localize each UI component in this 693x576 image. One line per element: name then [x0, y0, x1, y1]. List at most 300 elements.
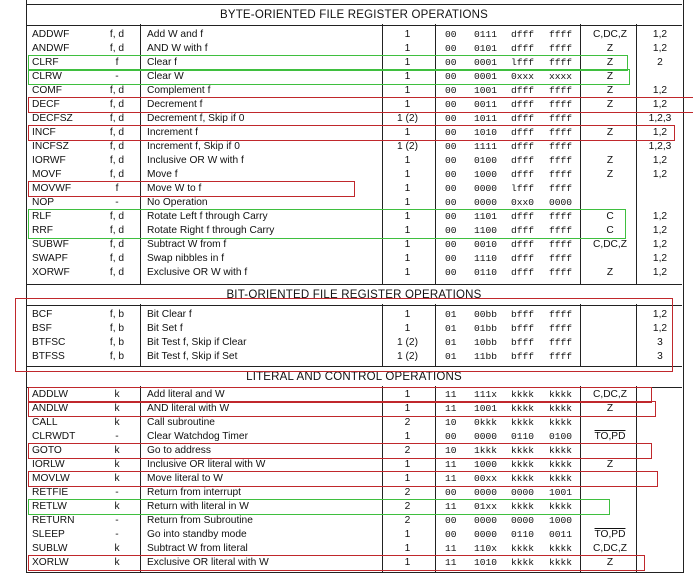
- mnemonic: RLF: [32, 211, 52, 222]
- opcode-msb: 00: [445, 431, 457, 442]
- operands: -: [115, 431, 119, 442]
- operands: k: [114, 403, 120, 414]
- highlight-red-box: [28, 181, 355, 197]
- opcode-2: 0010: [474, 239, 498, 250]
- status-affected: C,DC,Z: [593, 543, 627, 554]
- mnemonic: INCFSZ: [32, 141, 69, 152]
- opcode-2: 0100: [474, 155, 498, 166]
- table-row: [0, 238, 693, 252]
- cycles: 1: [404, 99, 411, 110]
- opcode-lsb: ffff: [549, 323, 573, 334]
- table-row: [0, 112, 693, 126]
- cycles: 1 (2): [397, 141, 418, 152]
- description: Inclusive OR W with f: [147, 155, 244, 166]
- opcode-msb: 00: [445, 253, 457, 264]
- notes: 1,2: [652, 225, 668, 236]
- status-affected: Z: [606, 267, 614, 278]
- notes: 1,2: [652, 29, 668, 40]
- description: Return with literal in W: [147, 501, 249, 512]
- description: Inclusive OR literal with W: [147, 459, 266, 470]
- description: Go into standby mode: [147, 529, 247, 540]
- cycles: 1 (2): [397, 337, 418, 348]
- mnemonic: INCF: [32, 127, 56, 138]
- cycles: 1: [404, 309, 411, 320]
- opcode-3: kkkk: [511, 459, 535, 470]
- mnemonic: CLRF: [32, 57, 59, 68]
- opcode-2: 1100: [474, 225, 498, 236]
- description: Move W to f: [147, 183, 202, 194]
- opcode-2: 0001: [474, 57, 498, 68]
- mnemonic: IORLW: [32, 459, 65, 470]
- operands: f, d: [109, 169, 125, 180]
- cycles: 1: [404, 473, 411, 484]
- opcode-msb: 11: [445, 459, 457, 470]
- notes: 1,2: [652, 169, 668, 180]
- status-affected: TO,PD: [594, 431, 626, 442]
- opcode-msb: 00: [445, 127, 457, 138]
- operands: f, d: [109, 225, 125, 236]
- opcode-lsb: kkkk: [549, 543, 573, 554]
- opcode-3: kkkk: [511, 445, 535, 456]
- highlight-green-box: [28, 69, 630, 85]
- opcode-3: dfff: [511, 43, 535, 54]
- description: Bit Test f, Skip if Clear: [147, 337, 247, 348]
- opcode-msb: 00: [445, 57, 457, 68]
- opcode-msb: 00: [445, 515, 457, 526]
- mnemonic: IORWF: [32, 155, 66, 166]
- cycles: 1 (2): [397, 351, 418, 362]
- opcode-lsb: ffff: [549, 127, 573, 138]
- status-affected: Z: [606, 71, 614, 82]
- opcode-lsb: ffff: [549, 225, 573, 236]
- opcode-3: dfff: [511, 85, 535, 96]
- opcode-msb: 10: [445, 445, 457, 456]
- opcode-3: kkkk: [511, 557, 535, 568]
- opcode-msb: 00: [445, 183, 457, 194]
- description: Bit Set f: [147, 323, 183, 334]
- opcode-3: dfff: [511, 225, 535, 236]
- cycles: 1: [404, 183, 411, 194]
- opcode-msb: 00: [445, 141, 457, 152]
- table-row: [0, 458, 693, 472]
- operands: f: [115, 183, 119, 194]
- opcode-2: 10bb: [474, 337, 498, 348]
- description: Decrement f: [147, 99, 203, 110]
- mnemonic: CLRWDT: [32, 431, 76, 442]
- opcode-2: 0000: [474, 183, 498, 194]
- opcode-3: bfff: [511, 337, 535, 348]
- cycles: 2: [404, 445, 411, 456]
- opcode-msb: 01: [445, 337, 457, 348]
- table-row: [0, 528, 693, 542]
- opcode-lsb: ffff: [549, 113, 573, 124]
- mnemonic: RETFIE: [32, 487, 69, 498]
- opcode-msb: 11: [445, 403, 457, 414]
- status-affected: C: [606, 225, 614, 236]
- description: Clear W: [147, 71, 184, 82]
- opcode-msb: 00: [445, 197, 457, 208]
- status-affected: Z: [606, 43, 614, 54]
- status-affected: Z: [606, 127, 614, 138]
- opcode-lsb: ffff: [549, 267, 573, 278]
- operands: f, d: [109, 113, 125, 124]
- description: Swap nibbles in f: [147, 253, 225, 264]
- notes: 1,2: [652, 239, 668, 250]
- opcode-2: 11bb: [474, 351, 498, 362]
- status-affected: Z: [606, 459, 614, 470]
- opcode-2: 00bb: [474, 309, 498, 320]
- opcode-2: 111x: [474, 389, 498, 400]
- opcode-3: dfff: [511, 267, 535, 278]
- opcode-3: 0xx0: [511, 197, 535, 208]
- operands: -: [115, 197, 119, 208]
- opcode-3: bfff: [511, 309, 535, 320]
- opcode-msb: 00: [445, 99, 457, 110]
- cycles: 1: [404, 85, 411, 96]
- table-row: [0, 252, 693, 266]
- cycles: 1: [404, 459, 411, 470]
- mnemonic: DECFSZ: [32, 113, 73, 124]
- notes: 3: [657, 337, 663, 348]
- opcode-msb: 00: [445, 29, 457, 40]
- opcode-lsb: kkkk: [549, 445, 573, 456]
- mnemonic: NOP: [32, 197, 55, 208]
- table-row: [0, 266, 693, 280]
- description: AND literal with W: [147, 403, 230, 414]
- opcode-2: 0kkk: [474, 417, 498, 428]
- cycles: 1: [404, 239, 411, 250]
- opcode-lsb: kkkk: [549, 403, 573, 414]
- highlight-green-box: [28, 499, 610, 515]
- highlight-green-box: [28, 209, 626, 239]
- opcode-3: 0110: [511, 529, 535, 540]
- opcode-lsb: ffff: [549, 155, 573, 166]
- opcode-msb: 00: [445, 71, 457, 82]
- opcode-2: 0001: [474, 71, 498, 82]
- notes: 1,2: [652, 309, 668, 320]
- mnemonic: RETURN: [32, 515, 75, 526]
- mnemonic: BTFSS: [32, 351, 65, 362]
- description: Add W and f: [147, 29, 204, 40]
- column-divider: [636, 24, 637, 284]
- cycles: 1: [404, 127, 411, 138]
- description: Rotate Right f through Carry: [147, 225, 275, 236]
- opcode-lsb: kkkk: [549, 417, 573, 428]
- mnemonic: BTFSC: [32, 337, 66, 348]
- status-affected: Z: [606, 57, 614, 68]
- mnemonic: CALL: [32, 417, 58, 428]
- cycles: 1: [404, 557, 411, 568]
- status-affected: C,DC,Z: [593, 389, 627, 400]
- opcode-lsb: 0000: [549, 197, 573, 208]
- mnemonic: RRF: [32, 225, 53, 236]
- operands: f: [115, 57, 119, 68]
- operands: f, d: [109, 211, 125, 222]
- table-row: [0, 196, 693, 210]
- notes: 1,2: [652, 127, 668, 138]
- opcode-2: 0000: [474, 197, 498, 208]
- operands: k: [114, 389, 120, 400]
- opcode-lsb: ffff: [549, 253, 573, 264]
- table-row: [0, 42, 693, 56]
- notes: 1,2,3: [648, 113, 672, 124]
- status-affected: C: [606, 211, 614, 222]
- opcode-3: bfff: [511, 323, 535, 334]
- opcode-3: dfff: [511, 29, 535, 40]
- table-row: [0, 154, 693, 168]
- opcode-lsb: ffff: [549, 85, 573, 96]
- description: No Operation: [147, 197, 208, 208]
- opcode-lsb: ffff: [549, 183, 573, 194]
- description: Subtract W from literal: [147, 543, 248, 554]
- cycles: 1: [404, 431, 411, 442]
- opcode-lsb: ffff: [549, 99, 573, 110]
- opcode-2: 1101: [474, 211, 498, 222]
- description: Call subroutine: [147, 417, 215, 428]
- cycles: 1: [404, 225, 411, 236]
- notes: 1,2: [652, 253, 668, 264]
- notes: 1,2: [652, 267, 668, 278]
- table-row: [0, 168, 693, 182]
- cycles: 2: [404, 417, 411, 428]
- opcode-3: dfff: [511, 155, 535, 166]
- description: Return from Subroutine: [147, 515, 253, 526]
- notes: 1,2: [652, 323, 668, 334]
- byte-section-title: BYTE-ORIENTED FILE REGISTER OPERATIONS: [26, 4, 682, 26]
- opcode-2: 0101: [474, 43, 498, 54]
- highlight-red-box: [28, 97, 693, 113]
- mnemonic: GOTO: [32, 445, 62, 456]
- opcode-lsb: ffff: [549, 141, 573, 152]
- cycles: 1 (2): [397, 113, 418, 124]
- mnemonic: CLRW: [32, 71, 62, 82]
- opcode-3: dfff: [511, 253, 535, 264]
- operands: f, d: [109, 239, 125, 250]
- opcode-lsb: ffff: [549, 337, 573, 348]
- opcode-2: 00xx: [474, 473, 498, 484]
- opcode-3: bfff: [511, 351, 535, 362]
- opcode-lsb: xxxx: [549, 71, 573, 82]
- opcode-3: dfff: [511, 113, 535, 124]
- opcode-2: 110x: [474, 543, 498, 554]
- table-row: [0, 28, 693, 42]
- mnemonic: SUBWF: [32, 239, 69, 250]
- opcode-lsb: kkkk: [549, 501, 573, 512]
- status-affected: C,DC,Z: [593, 239, 627, 250]
- notes: 1,2: [652, 155, 668, 166]
- opcode-lsb: ffff: [549, 309, 573, 320]
- operands: f, d: [109, 127, 125, 138]
- cycles: 1: [404, 529, 411, 540]
- highlight-red-box: [28, 125, 675, 141]
- cycles: 1: [404, 389, 411, 400]
- opcode-lsb: kkkk: [549, 557, 573, 568]
- opcode-lsb: 0100: [549, 431, 573, 442]
- description: Move literal to W: [147, 473, 223, 484]
- description: Add literal and W: [147, 389, 225, 400]
- opcode-2: 01bb: [474, 323, 498, 334]
- status-affected: Z: [606, 85, 614, 96]
- opcode-2: 1111: [474, 141, 498, 152]
- opcode-lsb: 0011: [549, 529, 573, 540]
- opcode-2: 1011: [474, 113, 498, 124]
- status-affected: Z: [606, 155, 614, 166]
- opcode-msb: 01: [445, 351, 457, 362]
- opcode-3: kkkk: [511, 403, 535, 414]
- operands: f, d: [109, 155, 125, 166]
- table-row: [0, 430, 693, 444]
- cycles: 1: [404, 57, 411, 68]
- opcode-lsb: ffff: [549, 29, 573, 40]
- mnemonic: SUBLW: [32, 543, 68, 554]
- cycles: 1: [404, 197, 411, 208]
- opcode-3: kkkk: [511, 501, 535, 512]
- opcode-msb: 01: [445, 309, 457, 320]
- operands: f, d: [109, 99, 125, 110]
- description: Exclusive OR W with f: [147, 267, 248, 278]
- description: Exclusive OR literal with W: [147, 557, 269, 568]
- cycles: 1: [404, 253, 411, 264]
- mnemonic: XORWF: [32, 267, 70, 278]
- operands: -: [115, 515, 119, 526]
- notes: 1,2: [652, 99, 668, 110]
- status-affected: TO,PD: [594, 529, 626, 540]
- mnemonic: ANDLW: [32, 403, 69, 414]
- opcode-lsb: ffff: [549, 43, 573, 54]
- description: Decrement f, Skip if 0: [147, 113, 245, 124]
- opcode-msb: 00: [445, 113, 457, 124]
- mnemonic: COMF: [32, 85, 62, 96]
- opcode-msb: 11: [445, 389, 457, 400]
- opcode-3: 0110: [511, 431, 535, 442]
- opcode-3: dfff: [511, 239, 535, 250]
- cycles: 1: [404, 155, 411, 166]
- operands: f, d: [109, 267, 125, 278]
- opcode-2: 1010: [474, 557, 498, 568]
- mnemonic: MOVF: [32, 169, 62, 180]
- opcode-2: 0000: [474, 515, 498, 526]
- opcode-3: kkkk: [511, 389, 535, 400]
- status-affected: Z: [606, 403, 614, 414]
- notes: 1,2,3: [648, 141, 672, 152]
- operands: f, d: [109, 29, 125, 40]
- operands: f, d: [109, 141, 125, 152]
- operands: k: [114, 445, 120, 456]
- cycles: 1: [404, 29, 411, 40]
- cycles: 1: [404, 169, 411, 180]
- operands: -: [115, 487, 119, 498]
- opcode-2: 01xx: [474, 501, 498, 512]
- opcode-2: 1110: [474, 253, 498, 264]
- notes: 1,2: [652, 85, 668, 96]
- opcode-msb: 10: [445, 417, 457, 428]
- cycles: 1: [404, 543, 411, 554]
- cycles: 1: [404, 403, 411, 414]
- opcode-lsb: 1001: [549, 487, 573, 498]
- highlight-red-box: [28, 401, 656, 417]
- mnemonic: SWAPF: [32, 253, 68, 264]
- opcode-3: kkkk: [511, 473, 535, 484]
- mnemonic: BCF: [32, 309, 53, 320]
- table-row: [0, 514, 693, 528]
- mnemonic: ANDWF: [32, 43, 70, 54]
- operands: f, d: [109, 85, 125, 96]
- operands: k: [114, 501, 120, 512]
- operands: f, d: [109, 253, 125, 264]
- notes: 2: [657, 57, 663, 68]
- description: Increment f: [147, 127, 198, 138]
- opcode-lsb: ffff: [549, 351, 573, 362]
- opcode-3: lfff: [511, 57, 535, 68]
- description: Subtract W from f: [147, 239, 227, 250]
- highlight-red-box: [28, 555, 645, 571]
- opcode-3: 0000: [511, 515, 535, 526]
- operands: k: [114, 557, 120, 568]
- opcode-2: 1000: [474, 459, 498, 470]
- opcode-msb: 00: [445, 85, 457, 96]
- opcode-3: dfff: [511, 141, 535, 152]
- cycles: 2: [404, 487, 411, 498]
- opcode-3: 0xxx: [511, 71, 535, 82]
- opcode-msb: 00: [445, 239, 457, 250]
- table-row: [0, 416, 693, 430]
- opcode-2: 1001: [474, 85, 498, 96]
- opcode-lsb: kkkk: [549, 389, 573, 400]
- status-affected: Z: [606, 99, 614, 110]
- opcode-msb: 00: [445, 529, 457, 540]
- opcode-2: 1001: [474, 403, 498, 414]
- opcode-3: kkkk: [511, 417, 535, 428]
- opcode-lsb: ffff: [549, 57, 573, 68]
- mnemonic: XORLW: [32, 557, 69, 568]
- opcode-msb: 11: [445, 557, 457, 568]
- mnemonic: MOVWF: [32, 183, 72, 194]
- literal-section-title: LITERAL AND CONTROL OPERATIONS: [26, 366, 682, 388]
- bit-section-title: BIT-ORIENTED FILE REGISTER OPERATIONS: [26, 284, 682, 306]
- description: Clear f: [147, 57, 178, 68]
- operands: k: [114, 459, 120, 470]
- highlight-red-box: [28, 471, 658, 487]
- opcode-2: 0000: [474, 529, 498, 540]
- opcode-3: dfff: [511, 211, 535, 222]
- cycles: 1: [404, 323, 411, 334]
- description: Bit Test f, Skip if Set: [147, 351, 238, 362]
- highlight-red-box: [28, 443, 652, 459]
- description: Bit Clear f: [147, 309, 192, 320]
- mnemonic: DECF: [32, 99, 60, 110]
- mnemonic: MOVLW: [32, 473, 70, 484]
- status-affected: Z: [606, 557, 614, 568]
- operands: k: [114, 417, 120, 428]
- description: AND W with f: [147, 43, 208, 54]
- opcode-2: 0000: [474, 431, 498, 442]
- operands: -: [115, 71, 119, 82]
- opcode-lsb: kkkk: [549, 459, 573, 470]
- opcode-msb: 00: [445, 211, 457, 222]
- opcode-lsb: ffff: [549, 169, 573, 180]
- opcode-2: 0000: [474, 487, 498, 498]
- cycles: 1: [404, 211, 411, 222]
- opcode-lsb: kkkk: [549, 473, 573, 484]
- opcode-msb: 00: [445, 43, 457, 54]
- cycles: 2: [404, 515, 411, 526]
- operands: f, d: [109, 43, 125, 54]
- cycles: 2: [404, 501, 411, 512]
- table-row: [0, 84, 693, 98]
- table-row: [0, 542, 693, 556]
- mnemonic: RETLW: [32, 501, 67, 512]
- operands: k: [114, 543, 120, 554]
